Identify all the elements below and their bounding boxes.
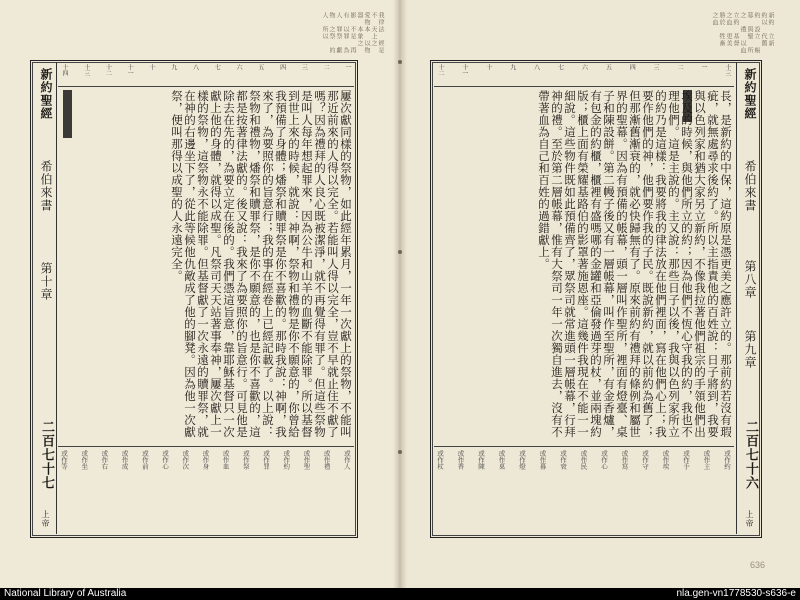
verse-ref: 三 bbox=[652, 64, 660, 70]
verse-ref: 七 bbox=[556, 64, 564, 70]
verse-ref: 二 bbox=[322, 64, 330, 70]
footnote: 或作人 bbox=[342, 450, 351, 470]
footnote: 或作民 bbox=[579, 450, 588, 470]
footer-institution: National Library of Australia bbox=[4, 588, 127, 599]
verse-ref: 九 bbox=[169, 64, 177, 70]
verse-ref: 九 bbox=[508, 64, 516, 70]
footnote: 或作陳 bbox=[477, 450, 485, 470]
verse-ref: 六 bbox=[235, 64, 243, 70]
right-foot-rule bbox=[434, 446, 734, 447]
right-verse-refs bbox=[436, 64, 732, 86]
verse-ref: 一 bbox=[343, 64, 351, 70]
footnote: 或作罪 bbox=[262, 450, 271, 470]
left-foot-rule bbox=[58, 446, 354, 447]
left-verse-refs bbox=[60, 64, 352, 86]
footnote: 或作前 bbox=[140, 450, 149, 470]
verse-ref: 十三 bbox=[723, 64, 731, 76]
right-margin-divider bbox=[736, 62, 737, 534]
footnote: 或作坐 bbox=[80, 450, 89, 470]
verse-ref: 四 bbox=[628, 64, 636, 70]
footnote: 或作聖 bbox=[302, 450, 311, 470]
verse-ref: 五 bbox=[604, 64, 612, 70]
verse-ref: 四 bbox=[278, 64, 286, 70]
footnote: 或作香 bbox=[456, 450, 465, 470]
verse-ref: 十二 bbox=[104, 64, 112, 76]
footnote: 或作右 bbox=[100, 450, 109, 470]
right-body-text: 長，是新約的中保，這約原是憑更美之應許立的。那前約若沒有瑕疵，就無處尋求後約了。所以主指責他的百姓說：日子將到，我要與以色列家和猶大家另立新約，不像我拉著他們祖宗的手領他們出埃及的時候，與他們所立的約；因為他們不恆心守我的約，我也不理他們。這是主說的。主又說：那些日子以後，我與以色列家所立的約乃是這樣：我要將我的律法放在他們裡面，寫在他們心上；我要作他們的神，他們要作我的子民。既說新約，就以前約為舊了；但那漸舊漸衰的，就必快歸無有了。原來前約有禮拜的條例和屬世界的聖幕。因為有預備的帳幕，頭一層叫作聖所，裡面有燈臺、桌子和陳設餅。第二幔子後又有一層帳幕，叫作至聖所，有金香爐，有包金的約櫃，櫃裡有盛嗎哪的金罐和亞倫發過芽的杖，並兩塊約版；櫃上面有榮耀基路伯的影罩著施恩座。這幾件我現在不能一一細說。這些物件既如此預備齊了，眾祭司就常進頭一層帳幕，行拜神的禮。至於第二層帳幕，惟有大祭司一年一次獨自進去，沒有不帶著血為自己和百姓的過錯獻上。 bbox=[537, 90, 733, 438]
verse-ref: 十二 bbox=[437, 64, 444, 76]
footnote: 或作主 bbox=[702, 450, 711, 470]
footnote: 或作桌 bbox=[497, 450, 506, 470]
footnote: 或作幕 bbox=[538, 450, 547, 470]
footnote: 或作約 bbox=[723, 450, 731, 470]
left-running-title: 新約聖經 bbox=[39, 68, 53, 120]
pencil-mark: 636 bbox=[750, 560, 766, 570]
verse-ref: 一 bbox=[699, 64, 707, 70]
footer-identifier: nla.gen-vn1778530-s636-e bbox=[676, 588, 796, 599]
left-footnotes bbox=[60, 450, 352, 532]
left-page bbox=[0, 0, 398, 588]
verse-ref: 八 bbox=[532, 64, 540, 70]
book-gutter bbox=[393, 0, 407, 588]
binding-hole bbox=[398, 60, 402, 64]
verse-ref: 七 bbox=[213, 64, 221, 70]
right-edition-mark: 上帝 bbox=[745, 510, 754, 528]
left-page-number: 二百七十七 bbox=[39, 420, 54, 490]
footnote: 或作成 bbox=[120, 450, 129, 470]
left-margin-divider bbox=[56, 62, 57, 534]
library-footer bbox=[0, 588, 800, 600]
left-chapter: 第十章 bbox=[39, 262, 53, 301]
footnote: 或作杖 bbox=[436, 450, 444, 470]
footnote: 或作約 bbox=[282, 450, 291, 470]
footnote: 或作祭 bbox=[241, 450, 250, 470]
left-ref-rule bbox=[58, 86, 354, 87]
left-head-notes bbox=[32, 12, 384, 54]
verse-ref: 三 bbox=[300, 64, 308, 70]
footnote: 或作身 bbox=[201, 450, 210, 470]
footnote: 或作燈 bbox=[518, 450, 526, 470]
right-head-notes-text: 新約 立新 約以 代舊 約 設立 帳幕 與聖 所之 禮 以血 立約 基督 之血 更美 勝於 牲畜 之血 bbox=[711, 12, 774, 61]
footnote: 或作次 bbox=[181, 450, 190, 470]
binding-hole bbox=[398, 450, 402, 454]
verse-ref: 十一 bbox=[460, 64, 468, 76]
right-footnotes bbox=[436, 450, 732, 532]
footnote: 或作心 bbox=[600, 450, 608, 470]
left-book-name: 希伯來書 bbox=[39, 160, 53, 212]
footnote: 或作心 bbox=[161, 450, 170, 470]
verse-ref: 五 bbox=[256, 64, 264, 70]
right-head-notes bbox=[424, 12, 774, 61]
verse-ref: 八 bbox=[191, 64, 199, 70]
left-edition-mark: 上帝 bbox=[41, 510, 50, 528]
verse-ref: 十 bbox=[484, 64, 492, 70]
right-page bbox=[400, 0, 800, 588]
footnote: 或作血 bbox=[221, 450, 230, 470]
verse-ref: 十一 bbox=[126, 64, 134, 76]
verse-ref: 六 bbox=[580, 64, 588, 70]
right-chapter-9: 第九章 bbox=[743, 330, 757, 369]
right-book-name: 希伯來書 bbox=[743, 160, 757, 212]
verse-ref: 十 bbox=[148, 64, 156, 70]
footnote: 或作寫 bbox=[620, 450, 629, 470]
left-body-text: 屢次獻同樣的祭物，如此經年累月，一年一次獻上的祭物，不能叫那近前來的人得以完全。若能叫人得以完全，豈不早就止住不獻了嗎？因為禮拜的人良心既被潔淨，就不再覺得有罪了。但這些祭物是叫人每年想起罪來，因為公牛和山羊的血斷不能除罪。所以基督到世上來的時候，就說：神啊，祭物和禮物是你不願意的，你曾給我預備了身體；燔祭和贖罪祭是你不喜歡的。那時我說：神啊，我來了，為要照你的旨意行；我的事在經卷上已經記載了。以上說：祭物和禮物，燔祭和贖罪祭，是你不願意的，也是你不喜歡的，這都是按著律法獻的。後又說：我來了為要照你的旨意行。可見他是除去在先的，為要立定在後的。我們憑這旨意，靠耶穌基督只一次獻上他的身體，就得以成聖。凡祭司天天站著事奉神，屢次獻上一樣的祭物，這祭物永不能除罪。但基督獻了一次永遠的贖罪祭，就在神的右邊坐下了，從此等候他仇敵成了他的腳凳。因為他一次獻祭，便叫那得以成聖的人永遠完全。 bbox=[170, 90, 353, 438]
verse-ref: 十三 bbox=[82, 64, 90, 76]
footnote: 或作手 bbox=[682, 450, 690, 470]
right-ref-rule bbox=[434, 86, 734, 87]
footnote: 或作禮 bbox=[322, 450, 331, 470]
footnote: 或作埃 bbox=[661, 450, 670, 470]
right-page-number: 二百七十六 bbox=[743, 420, 758, 490]
right-chapter-8: 第八章 bbox=[743, 260, 757, 299]
footnote: 或作衰 bbox=[559, 450, 567, 470]
footnote: 或作等 bbox=[60, 450, 68, 470]
verse-ref: 十四 bbox=[61, 64, 68, 76]
left-head-notes-text: 我律法 經是不 天上之 愛物本 以物器 本象之 影 不是 再有 以罪 為人 罪祭 獻物 之祭 的人 所以 bbox=[321, 12, 384, 54]
footnote: 或作守 bbox=[641, 450, 649, 470]
right-running-title: 新約聖經 bbox=[743, 68, 757, 120]
verse-ref: 二 bbox=[676, 64, 684, 70]
binding-hole bbox=[398, 250, 402, 254]
